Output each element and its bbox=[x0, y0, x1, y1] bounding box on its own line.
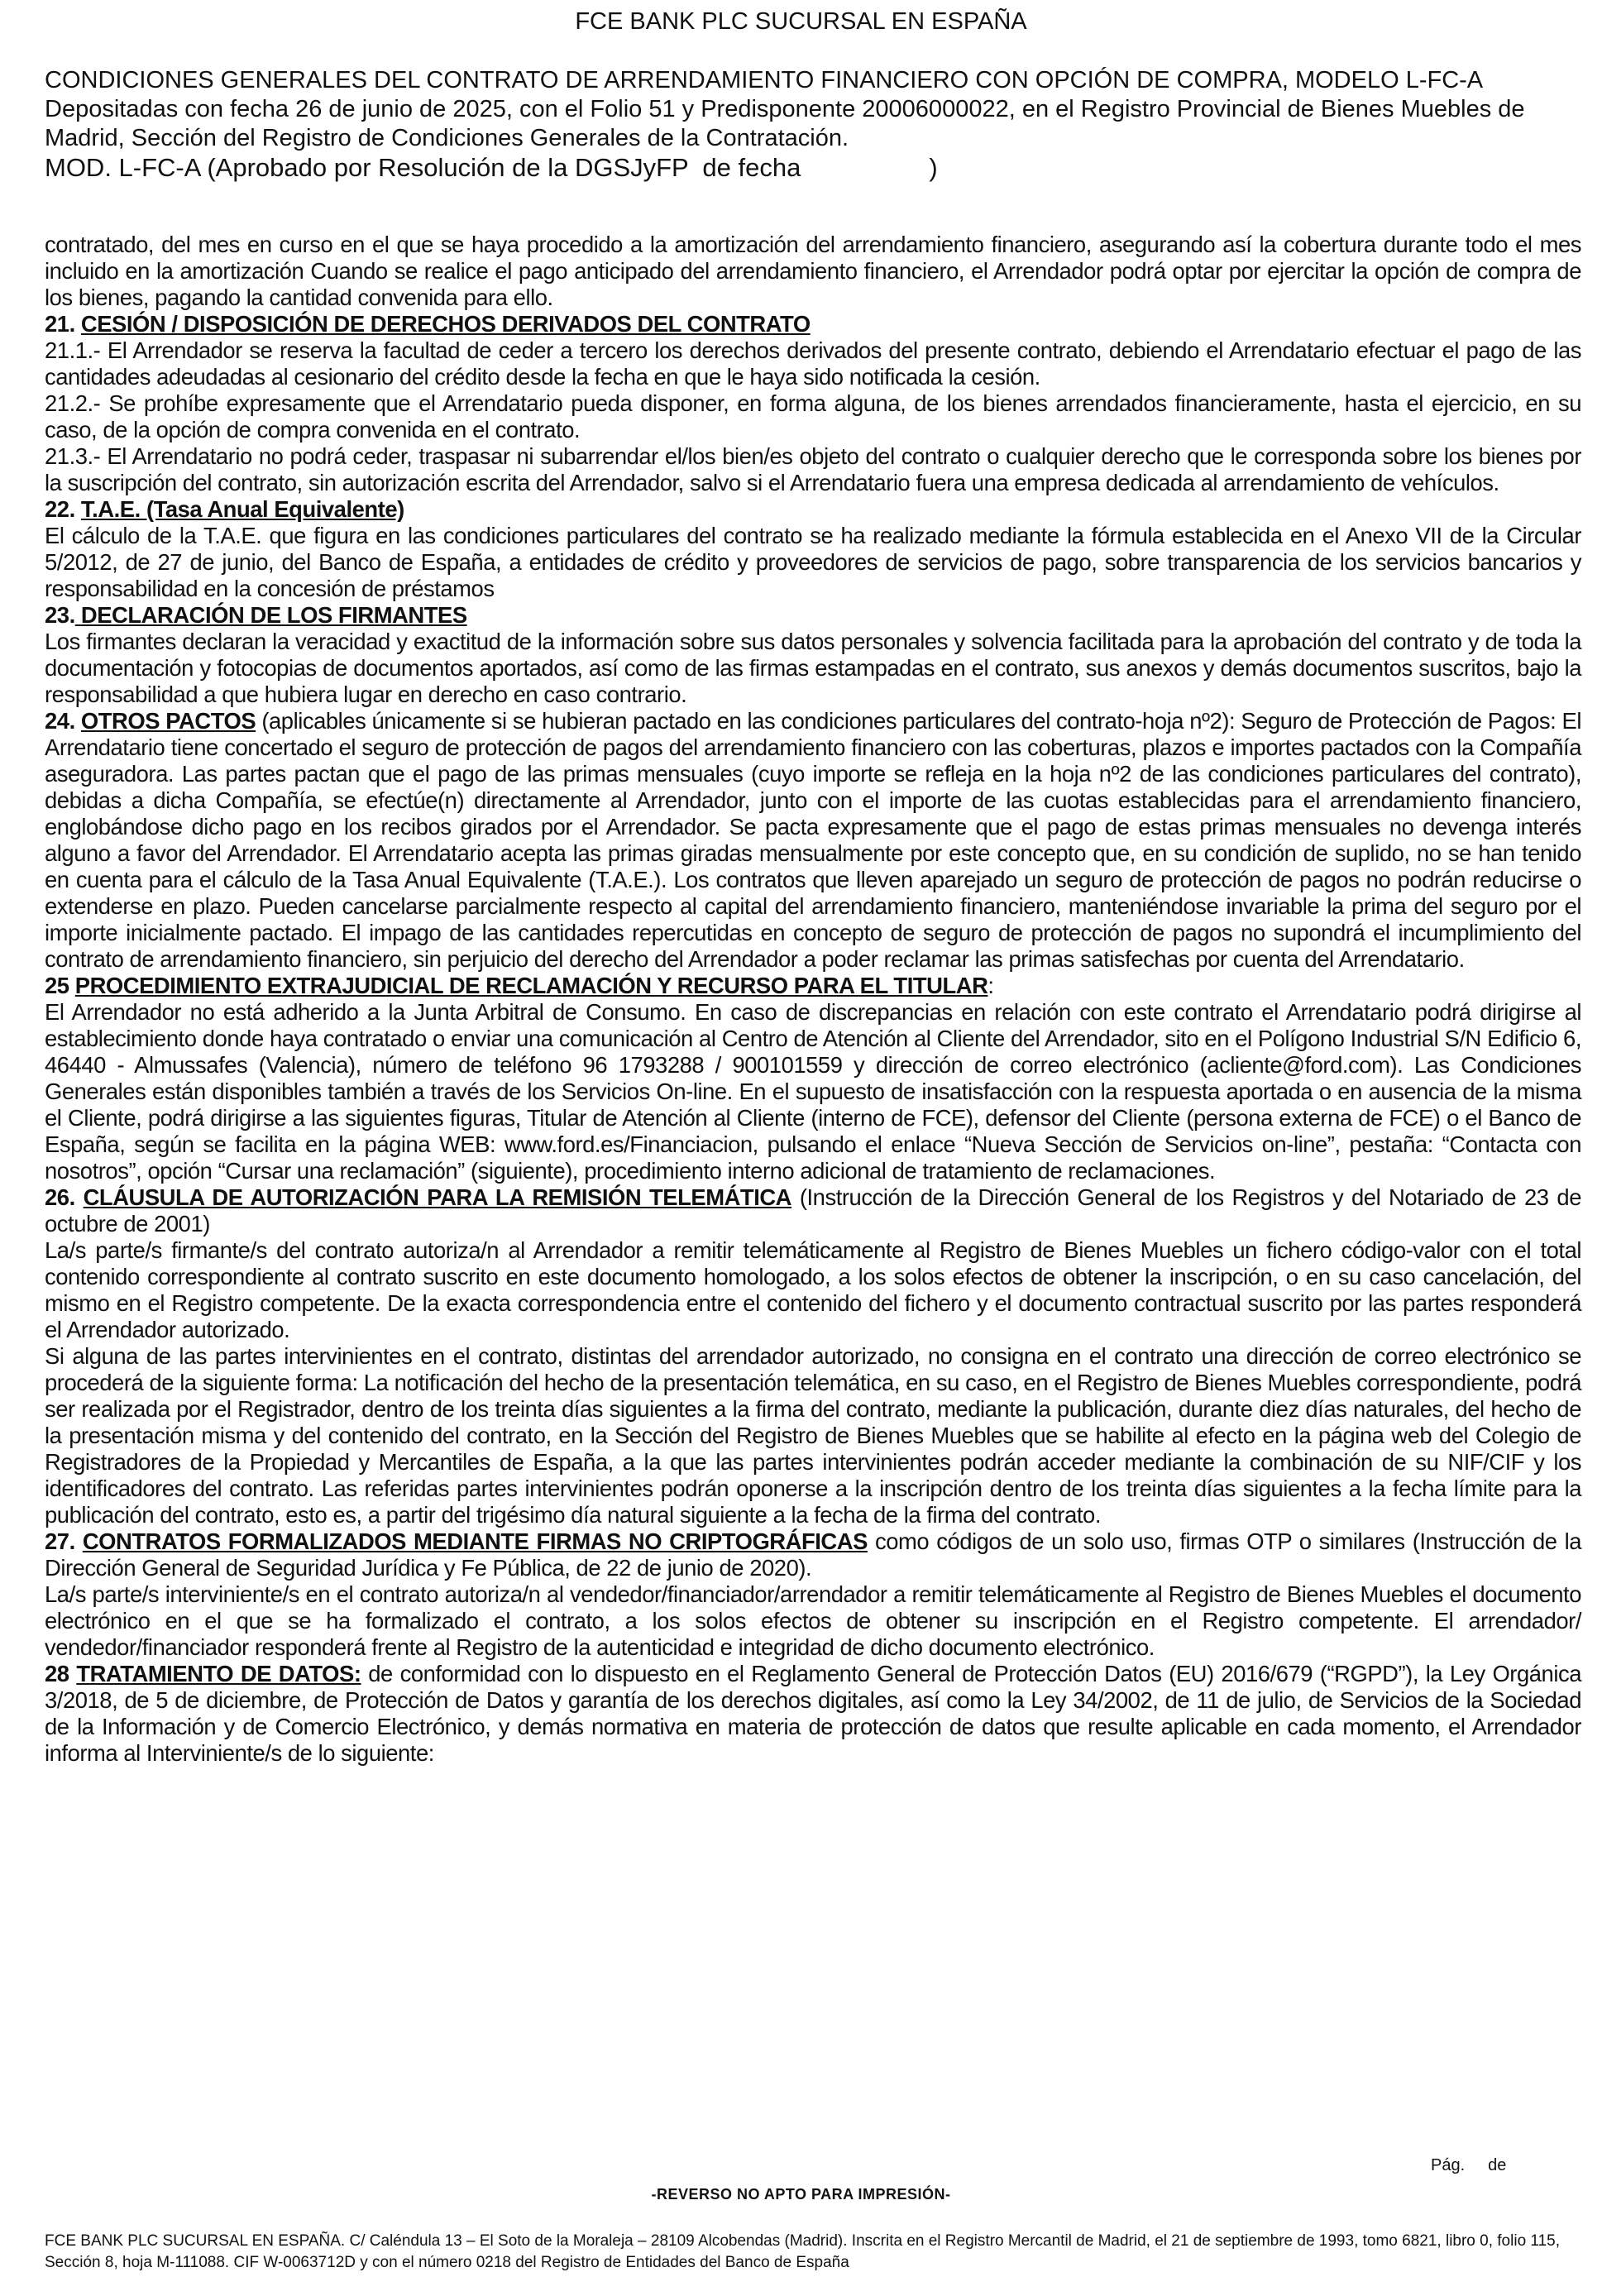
page-of-label: de bbox=[1488, 2156, 1507, 2174]
clause-25-number: 25 bbox=[45, 973, 69, 998]
deposit-line: Depositadas con fecha 26 de junio de 2025, con el Folio 51 y Predisponente 20006000022, en el Registro Provincial de Bienes Muebles de Madrid, Sección del Registro de Condiciones Generales de la Contratación. bbox=[45, 96, 1525, 151]
clause-28-number: 28 bbox=[45, 1661, 69, 1686]
clause-21-2: 21.2.- Se prohíbe expresamente que el Arrendatario pueda disponer, en forma alguna, de los bienes arrendados financieramente, hasta el ejercicio, en su caso, de la opción de compra convenida en el contrato. bbox=[45, 390, 1581, 442]
model-approval-line: MOD. L-FC-A (Aprobado por Resolución de la DGSJyFP de fecha ) bbox=[45, 153, 938, 182]
clause-23-number: 23. bbox=[45, 602, 75, 628]
clause-28-title: TRATAMIENTO DE DATOS: bbox=[76, 1661, 361, 1686]
conditions-title: CONDICIONES GENERALES DEL CONTRATO DE ARRENDAMIENTO FINANCIERO CON OPCIÓN DE COMPRA, MODELO L-FC-A bbox=[45, 67, 1484, 93]
clause-26-paragraph-2: Si alguna de las partes intervinientes en el contrato, distintas del arrendador autorizado, no consigna en el contrato una dirección de correo electrónico se procederá de la siguiente forma: La notificación del hecho de la presentación telemática, en su caso, en el Registro de Bienes Muebles correspondiente, podrá ser realizada por el Registrador, dentro de los treinta días siguientes a la firma del contrato, mediante la publicación, durante diez días naturales, del hecho de la presentación misma y del contenido del contrato, en la Sección del Registro de Bienes Muebles que se habilite al efecto en la página web del Colegio de Registradores de la Propiedad y Mercantiles de España, a la que las partes intervinientes podrán acceder mediante la combinación de su NIF/CIF y los identificadores del contrato. Las referidas partes intervinientes podrán oponerse a la inscripción dentro de los treinta días siguientes a la fecha límite para la publicación del contrato, esto es, a partir del trigésimo día natural siguiente a la fecha de la firma del contrato. bbox=[45, 1343, 1581, 1528]
clause-27-heading bbox=[45, 1528, 1581, 1581]
clause-21-3: 21.3.- El Arrendatario no podrá ceder, traspasar ni subarrendar el/los bien/es objeto del contrato o cualquier derecho que le corresponda sobre los bienes por la suscripción del contrato, sin autorización escrita del Arrendador, salvo si el Arrendatario fuera una empresa dedicada al arrendamiento de vehículos. bbox=[45, 443, 1581, 495]
clause-24-paragraph bbox=[45, 708, 1581, 973]
clause-27-number: 27. bbox=[45, 1528, 75, 1554]
clause-24-number: 24. bbox=[45, 708, 75, 734]
page-label: Pág. bbox=[1431, 2156, 1466, 2174]
clause-26-number: 26. bbox=[45, 1184, 75, 1210]
clause-25-colon: : bbox=[988, 973, 994, 998]
clause-22-text: El cálculo de la T.A.E. que figura en las condiciones particulares del contrato se ha realizado mediante la fórmula establecida en el Anexo VII de la Circular 5/2012, de 27 de junio, del Banco de España, a entidades de crédito y proveedores de servicios de pago, sobre transparencia de los servicios bancarios y responsabilidad en la concesión de préstamos bbox=[45, 523, 1581, 601]
clause-23-text: Los firmantes declaran la veracidad y exactitud de la información sobre sus datos personales y solvencia facilitada para la aprobación del contrato y de toda la documentación y fotocopias de documentos aportados, así como de las firmas estampadas en el contrato, sus anexos y demás documentos suscritos, bajo la responsabilidad a que hubiera lugar en derecho en caso contrario. bbox=[45, 629, 1581, 707]
clause-26-subtitle: (Instrucción de la Dirección General de los Registros y del Notariado de 23 de octubre de 2001) bbox=[45, 1184, 1581, 1236]
clause-23-title-text: DECLARACIÓN DE LOS FIRMANTES bbox=[80, 602, 467, 628]
clause-23-title bbox=[75, 602, 467, 628]
clauses-body bbox=[45, 232, 1581, 1767]
clause-22-heading bbox=[45, 496, 1581, 523]
clause-21-heading bbox=[45, 311, 1581, 337]
clause-27-text: La/s parte/s interviniente/s en el contrato autoriza/n al vendedor/financiador/arrendador a remitir telemáticamente al Registro de Bienes Muebles el documento electrónico en el que se ha formalizado el contrato, a los solos efectos de obtener su inscripción en el Registro competente. El arrendador/ vendedor/financiador responderá frente al Registro de la autenticidad e integridad de dicho documento electrónico. bbox=[45, 1581, 1581, 1660]
clause-26-title: CLÁUSULA DE AUTORIZACIÓN PARA LA REMISIÓN TELEMÁTICA bbox=[83, 1184, 792, 1210]
bank-title: FCE BANK PLC SUCURSAL EN ESPAÑA bbox=[575, 8, 1027, 35]
clause-27-subtitle: como códigos de un solo uso, firmas OTP o similares (Instrucción de la Dirección General de Seguridad Jurídica y Fe Pública, de 22 de junio de 2020). bbox=[45, 1528, 1581, 1581]
clause-21-title: CESIÓN / DISPOSICIÓN DE DERECHOS DERIVADOS DEL CONTRATO bbox=[80, 311, 811, 337]
clause-25-text: El Arrendador no está adherido a la Junta Arbitral de Consumo. En caso de discrepancias en relación con este contrato el Arrendatario podrá dirigirse al establecimiento donde haya contratado o enviar una comunicación al Centro de Atención al Cliente del Arrendador, sito en el Polígono Industrial S/N Edificio 6, 46440 - Almussafes (Valencia), número de teléfono 96 1793288 / 900101559 y dirección de correo electrónico (acliente@ford.com). Las Condiciones Generales están disponibles también a través de los Servicios On-line. En el supuesto de insatisfacción con la respuesta aportada o en ausencia de la misma el Cliente, podrá dirigirse a las siguientes figuras, Titular de Atención al Cliente (interno de FCE), defensor del Cliente (persona externa de FCE) o el Banco de España, según se facilita en la página WEB: www.ford.es/Financiacion, pulsando el enlace “Nueva Sección de Servicios on-line”, pestaña: “Contacta con nosotros”, opción “Cursar una reclamación” (siguiente), procedimiento interno adicional de tratamiento de reclamaciones. bbox=[45, 999, 1581, 1184]
reverso-notice: -REVERSO NO APTO PARA IMPRESIÓN- bbox=[651, 2186, 951, 2203]
clause-25-heading bbox=[45, 973, 1581, 999]
footer-address: FCE BANK PLC SUCURSAL EN ESPAÑA. C/ Caléndula 13 – El Soto de la Moraleja – 28109 Alcobendas (Madrid). Inscrita en el Registro Mercantil de Madrid, el 21 de septiembre de 1993, tomo 6821, libro 0, folio 115, Sección 8, hoja M-111088. CIF W-0063712D y con el número 0218 del Registro de Entidades del Banco de España bbox=[45, 2232, 1560, 2271]
clause-24-title: OTROS PACTOS bbox=[80, 708, 256, 734]
clause-21-number: 21. bbox=[45, 311, 75, 337]
clause-23-heading bbox=[45, 602, 1581, 629]
clause-22-title: T.A.E. (Tasa Anual Equivalente) bbox=[80, 496, 404, 522]
clause-28-text: de conformidad con lo dispuesto en el Reglamento General de Protección Datos (EU) 2016/679 (“RGPD”), la Ley Orgánica 3/2018, de 5 de diciembre, de Protección de Datos y garantía de los derechos digitales, así como la Ley 34/2002, de 11 de julio, de Servicios de la Sociedad de la Información y de Comercio Electrónico, y demás normativa en materia de protección de datos que resulte aplicable en cada momento, el Arrendador informa al Interviniente/s de lo siguiente: bbox=[45, 1661, 1581, 1766]
clause-26-paragraph-1: La/s parte/s firmante/s del contrato autoriza/n al Arrendador a remitir telemáticamente al Registro de Bienes Muebles un fichero código-valor con el total contenido correspondiente al contrato suscrito en este documento homologado, a los solos efectos de obtener la inscripción, o en su caso cancelación, del mismo en el Registro competente. De la exacta correspondencia entre el contenido del fichero y el documento contractual suscrito por las partes responderá el Arrendador autorizado. bbox=[45, 1237, 1581, 1342]
clause-28-paragraph bbox=[45, 1661, 1581, 1767]
intro-paragraph: contratado, del mes en curso en el que se haya procedido a la amortización del arrendamiento financiero, asegurando así la cobertura durante todo el mes incluido en la amortización Cuando se realice el pago anticipado del arrendamiento financiero, el Arrendador podrá optar por ejercitar la opción de compra de los bienes, pagando la cantidad convenida para ello. bbox=[45, 232, 1581, 310]
clause-21-1: 21.1.- El Arrendador se reserva la facultad de ceder a tercero los derechos derivados del presente contrato, debiendo el Arrendatario efectuar el pago de las cantidades adeudadas al cesionario del crédito desde la fecha en que le haya sido notificada la cesión. bbox=[45, 337, 1581, 390]
clause-27-title: CONTRATOS FORMALIZADOS MEDIANTE FIRMAS NO CRIPTOGRÁFICAS bbox=[82, 1528, 868, 1554]
clause-22-number: 22. bbox=[45, 496, 75, 522]
clause-26-heading bbox=[45, 1184, 1581, 1237]
clause-25-title: PROCEDIMIENTO EXTRAJUDICIAL DE RECLAMACIÓN Y RECURSO PARA EL TITULAR bbox=[74, 973, 988, 998]
conditions-header bbox=[45, 66, 1566, 182]
clause-24-text: (aplicables únicamente si se hubieran pactado en las condiciones particulares del contrato-hoja nº2): Seguro de Protección de Pagos: El Arrendatario tiene concertado el seguro de protección de pagos del arrendamiento financiero con las coberturas, plazos e importes pactados con la Compañía aseguradora. Las partes pactan que el pago de las primas mensuales (cuyo importe se refleja en la hoja nº2 de las condiciones particulares del contrato), debidas a dicha Compañía, se efectúe(n) directamente al Arrendador, junto con el importe de las cuotas establecidas para el arrendamiento financiero, englobándose dicho pago en los recibos girados por el Arrendador. Se pacta expresamente que el pago de estas primas mensuales no devenga interés alguno a favor del Arrendador. El Arrendatario acepta las primas giradas mensualmente por este concepto que, en su condición de suplido, no se han tenido en cuenta para el cálculo de la Tasa Anual Equivalente (T.A.E.). Los contratos que lleven aparejado un seguro de protección de pagos no podrán reducirse o extenderse en plazo. Pueden cancelarse parcialmente respecto al capital del arrendamiento financiero, manteniéndose invariable la prima del seguro por el importe inicialmente pactado. El impago de las cantidades repercutidas en concepto de seguro de protección de pagos no supondrá el incumplimiento del contrato de arrendamiento financiero, sin perjuicio del derecho del Arrendador a poder reclamar las primas satisfechas por cuenta del Arrendatario. bbox=[45, 708, 1581, 972]
page-number bbox=[1431, 2156, 1529, 2175]
